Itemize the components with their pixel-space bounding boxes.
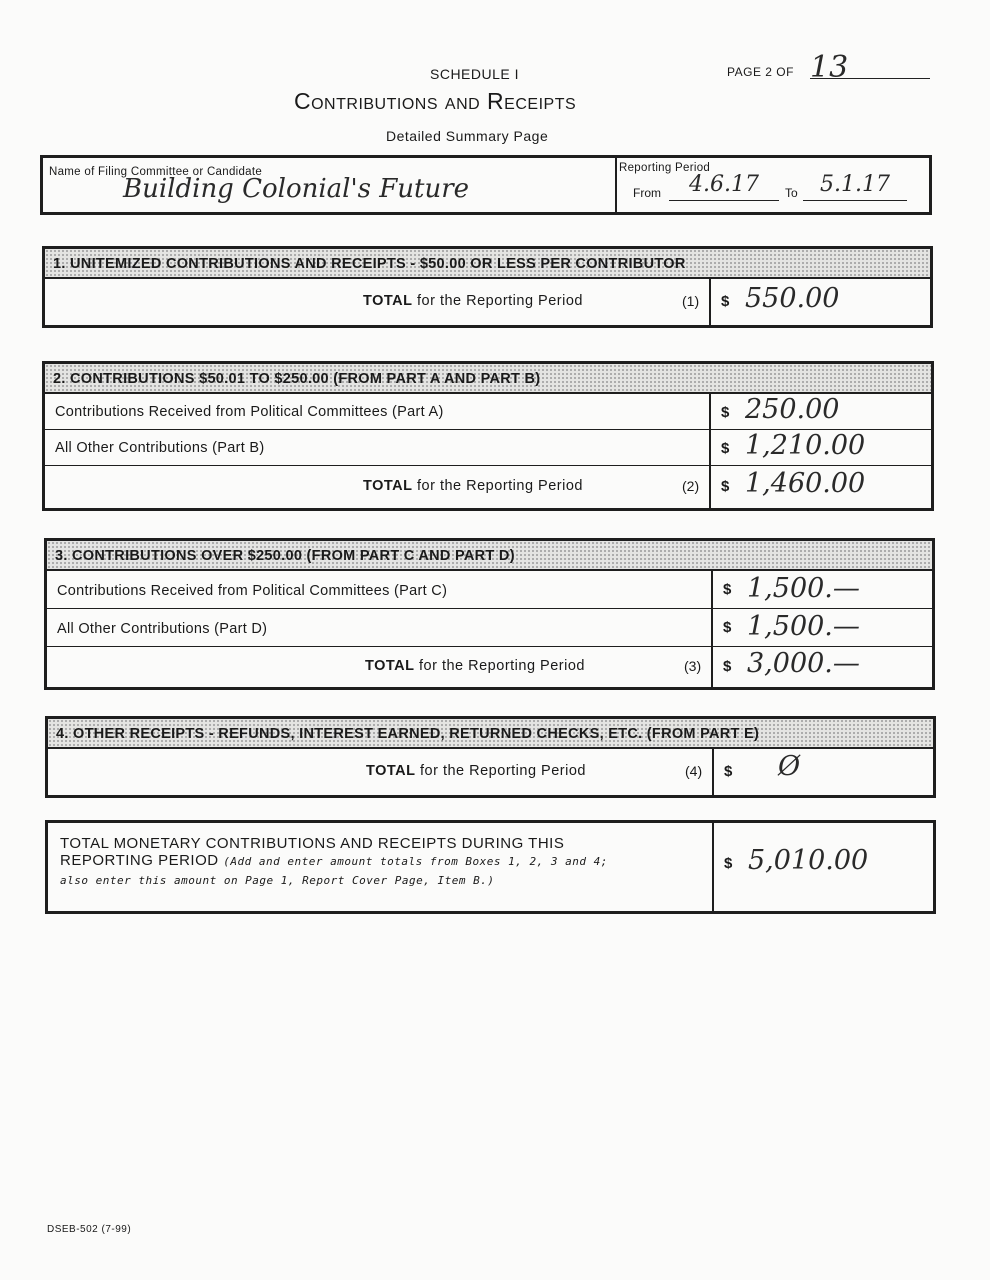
divider [615, 158, 617, 212]
section-3-total-row [47, 647, 932, 687]
section-1-total-row [45, 279, 930, 325]
amount-divider [712, 823, 714, 911]
section-2-part-b-row [45, 430, 931, 466]
section-4-total-row [48, 749, 933, 795]
form-id: DSEB-502 (7-99) [47, 1224, 132, 1235]
grand-total-note: (Add and enter amount totals from Boxes 1, 2, 3 and 4; also enter this amount on Page 1, Report Cover Page, Item B.) [60, 855, 608, 887]
amount-divider [712, 749, 714, 795]
grand-total-box [45, 820, 936, 914]
page-subtitle: Detailed Summary Page [386, 128, 549, 144]
part-b-value: 1,210.00 [745, 430, 866, 461]
line-number: (2) [682, 478, 700, 494]
section-2-total-value: 1,460.00 [745, 468, 866, 499]
part-d-label: All Other Contributions (Part D) [57, 621, 268, 637]
section-3-box [44, 538, 935, 690]
reporting-period-label: Reporting Period [619, 162, 711, 174]
committee-name: Building Colonial's Future [123, 174, 470, 204]
section-3-part-c-row [47, 571, 932, 609]
section-1-box [42, 246, 933, 328]
total-label: TOTAL for the Reporting Period [363, 293, 583, 309]
filing-info-box [40, 155, 932, 215]
section-2-box [42, 361, 934, 511]
period-to-value: 5.1.17 [803, 172, 907, 201]
section-2-part-a-row [45, 394, 931, 430]
section-4-heading: 4. OTHER RECEIPTS - REFUNDS, INTEREST EARNED, RETURNED CHECKS, ETC. (FROM PART E) [48, 719, 933, 749]
line-number: (4) [685, 763, 703, 779]
part-b-label: All Other Contributions (Part B) [55, 440, 265, 456]
line-number: (3) [684, 658, 702, 674]
dollar-sign: $ [721, 478, 730, 495]
part-a-label: Contributions Received from Political Committees (Part A) [55, 404, 444, 420]
total-label: TOTAL for the Reporting Period [366, 763, 586, 779]
section-2-heading: 2. CONTRIBUTIONS $50.01 TO $250.00 (FROM PART A AND PART B) [45, 364, 931, 394]
dollar-sign: $ [721, 293, 730, 310]
page-title: Contributions and Receipts [294, 88, 577, 114]
part-d-value: 1,500.— [747, 611, 860, 642]
dollar-sign: $ [721, 440, 730, 457]
amount-divider [709, 279, 711, 325]
part-a-value: 250.00 [745, 394, 840, 425]
section-1-heading: 1. UNITEMIZED CONTRIBUTIONS AND RECEIPTS - $50.00 OR LESS PER CONTRIBUTOR [45, 249, 930, 279]
section-2-total-row [45, 466, 931, 508]
section-1-total-value: 550.00 [745, 283, 840, 314]
page-label: PAGE 2 OF [727, 65, 794, 79]
section-3-part-d-row [47, 609, 932, 647]
dollar-sign: $ [723, 619, 732, 636]
page-total: 13 [810, 50, 930, 79]
dollar-sign: $ [723, 581, 732, 598]
line-number: (1) [682, 293, 700, 309]
dollar-sign: $ [724, 855, 733, 872]
section-3-total-value: 3,000.— [747, 648, 860, 679]
part-c-value: 1,500.— [747, 573, 860, 604]
committee-label: Name of Filing Committee or Candidate [49, 166, 263, 178]
section-4-box [45, 716, 936, 798]
section-4-total-value: Ø [778, 751, 801, 782]
period-from-value: 4.6.17 [669, 172, 779, 201]
from-label: From [633, 186, 661, 200]
section-3-heading: 3. CONTRIBUTIONS OVER $250.00 (FROM PART C AND PART D) [47, 541, 932, 571]
grand-total-label: TOTAL MONETARY CONTRIBUTIONS AND RECEIPTS DURING THIS REPORTING PERIOD (Add and enter amount totals from Boxes 1, 2, 3 and 4; also enter this amount on Page 1, Report Cover Page, Item B.) [60, 835, 608, 887]
total-label: TOTAL for the Reporting Period [363, 478, 583, 494]
part-c-label: Contributions Received from Political Committees (Part C) [57, 583, 448, 599]
dollar-sign: $ [723, 658, 732, 675]
to-label: To [785, 186, 798, 200]
grand-total-value: 5,010.00 [748, 845, 869, 876]
total-label: TOTAL for the Reporting Period [365, 658, 585, 674]
dollar-sign: $ [721, 404, 730, 421]
schedule-label: SCHEDULE I [430, 66, 520, 82]
dollar-sign: $ [724, 763, 733, 780]
